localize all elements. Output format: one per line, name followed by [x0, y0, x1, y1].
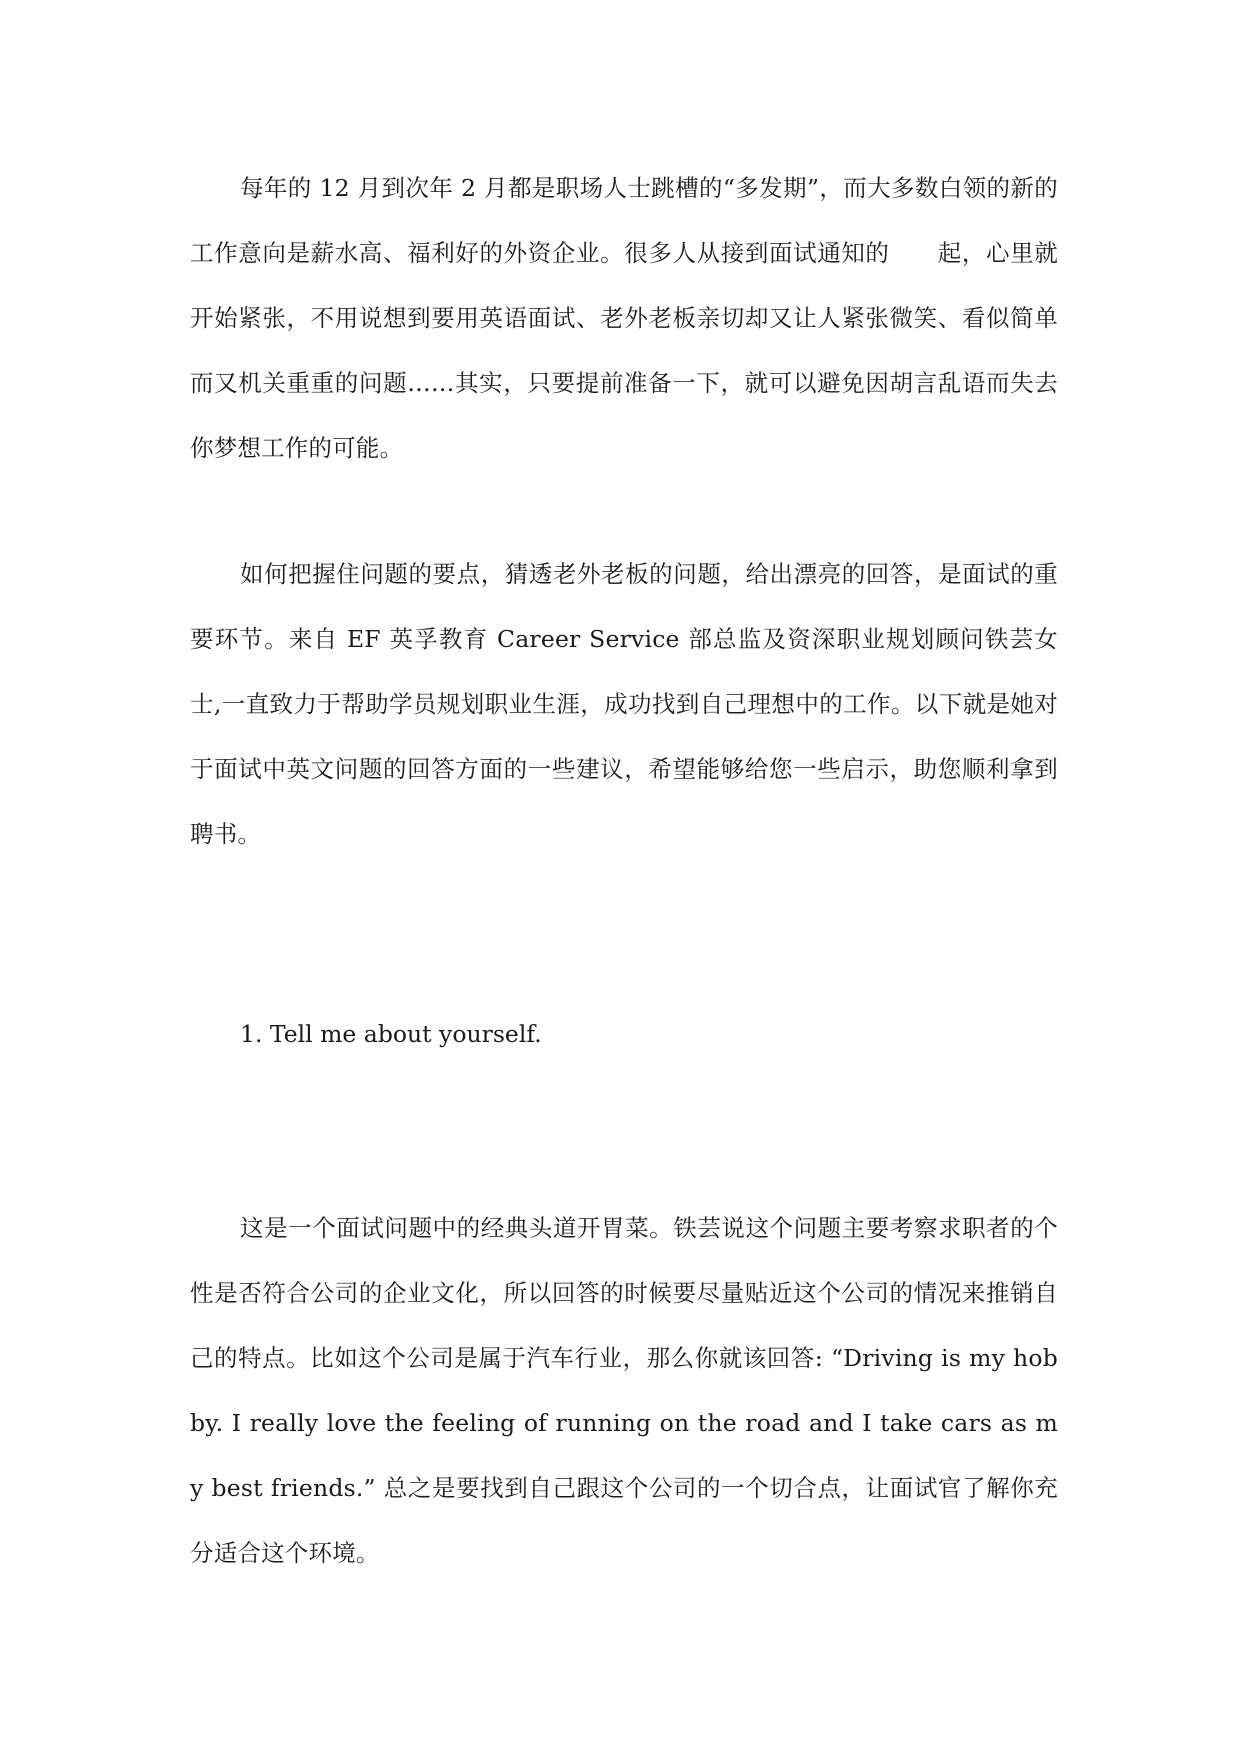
- answer-paragraph: 这是一个面试问题中的经典头道开胃菜。铁芸说这个问题主要考察求职者的个性是否符合公司的企业文化，所以回答的时候要尽量贴近这个公司的情况来推销自己的特点。比如这个公司是属于汽车行业，那么你就该回答: “Driving is my hobby. I really love the feeling of running on the road and I take cars as my best friends.” 总之是要找到自己跟这个公司的一个切合点，让面试官了解你充分适合这个环境。: [190, 1214, 1058, 1567]
- intro-paragraph: 每年的 12 月到次年 2 月都是职场人士跳槽的“多发期”，而大多数白领的新的工作意向是薪水高、福利好的外资企业。很多人从接到面试通知的 起，心里就开始紧张，不用说想到要用英语面试、老外老板亲切却又让人紧张微笑、看似简单而又机关重重的问题……其实，只要提前准备一下，就可以避免因胡言乱语而失去你梦想工作的可能。: [190, 174, 1058, 462]
- question-heading: 1. Tell me about yourself.: [240, 1020, 542, 1048]
- advisor-paragraph: 如何把握住问题的要点，猜透老外老板的问题，给出漂亮的回答，是面试的重要环节。来自 EF 英孚教育 Career Service 部总监及资深职业规划顾问铁芸女士,一直致力于帮助学员规划职业生涯，成功找到自己理想中的工作。以下就是她对于面试中英文问题的回答方面的一些建议，希望能够给您一些启示，助您顺利拿到聘书。: [190, 560, 1058, 848]
